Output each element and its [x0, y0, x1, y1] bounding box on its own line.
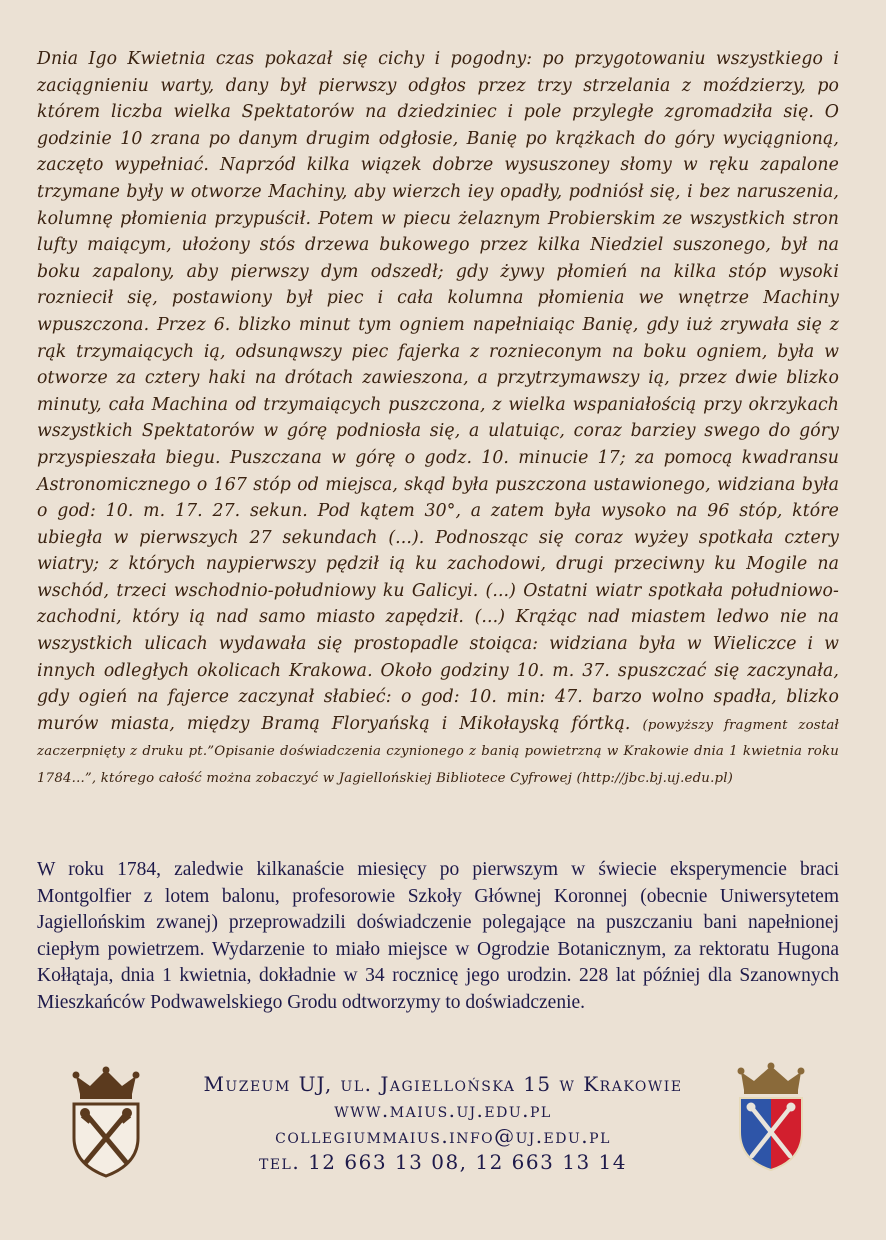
museum-contact-block: [160, 1071, 726, 1175]
quote-source-note: (powyższy fragment został zaczerpnięty z druku pt.”Opisanie doświadczenia czynionego z banią powietrzną w Krakowie dnia 1 kwietnia roku 1784...”, którego całość można zobaczyć w Jagiellońskiej Bibliotece Cyfrowej (http://jbc.bj.uj.edu.pl): [37, 717, 840, 787]
colored-crest-icon: [734, 1060, 808, 1172]
museum-phone: tel. 12 663 13 08, 12 663 13 14: [259, 1150, 627, 1174]
quote-text: Dnia Igo Kwietnia czas pokazał się cichy i pogodny: po przygotowaniu wszystkiego i zaciągnieniu warty, dany był pierwszy odgłos przez trzy strzelania z moździerzy, po którem liczba wielka Spektatorów na dziedziniec i pole przyległe zgromadziła się. O godzinie 10 zrana po danym drugim odgłosie, Banię po krążkach do góry wyciągnioną, zaczęto wypełniać. Naprzód kilka wiązek dobrze wysuszoney słomy w ręku zapalone trzymane były w otworze Machiny, aby wierzch iey opadły, podniósł się, i bez naruszenia, kolumnę płomienia przypuścił. Potem w piecu żelaznym Probierskim ze wszystkich stron lufty maiącym, ułożony stós drzewa bukowego przez kilka Niedziel suszonego, był na boku zapalony, aby pierwszy dym odszedł; gdy żywy płomień na kilka stóp wysoki rozniecił się, postawiony był piec i cała kolumna płomienia we wnętrze Machiny wpuszczona. Przez 6. blizko minut tym ogniem napełniaiąc Banię, gdy iuż zrywała się z rąk trzymaiących ią, odsunąwszy piec fajerka z roznieconym na boku ogniem, była w otworze za cztery haki na drótach zawieszona, a przytrzymawszy ią, przez dwie blizko minuty, cała Machina od trzymaiących puszczona, z wielka wspaniałością przy okrzykach wszystkich Spektatorów w górę podniosła się, a ulatuiąc, coraz barziey swego do góry przyspieszała biegu. Puszczana w górę o godz. 10. minucie 17; za pomocą kwadransu Astronomicznego o 167 stóp od miejsca, skąd była puszczona ustawionego, widziana była o god: 10. m. 17. 27. sekun. Pod kątem 30°, a zatem była wysoko na 96 stóp, które ubiegła w pierwszych 27 sekundach (...). Podnosząc się coraz wyżey spotkała cztery wiatry; z których naypierwszy pędził ią ku zachodowi, drugi przeciwny ku Mogile na wschód, trzeci wschodnio-południowy ku Galicyi. (...) Ostatni wiatr spotkała południowo-zachodni, który ią nad samo miasto zapędził. (...) Krążąc nad miastem ledwo nie na wszystkich ulicach wydawała się prostopadle stoiąca: widziana była w Wieliczce i w innych odległych okolicach Krakowa. Około godziny 10. m. 37. spuszczać się zaczynała, gdy ogień na fajerce zaczynał słabieć: o god: 10. min: 47. barzo wolno spadła, blizko murów miasta, między Bramą Floryańską i Mikołayską fórtką.: [37, 49, 839, 734]
museum-address: Muzeum UJ, ul. Jagiellońska 15 w Krakowie: [203, 1072, 683, 1096]
university-crest-icon: [66, 1066, 146, 1178]
intro-paragraph: W roku 1784, zaledwie kilkanaście miesięcy po pierwszym w świecie eksperymencie braci Montgolfier z lotem balonu, profesorowie Szkoły Głównej Koronnej (obecnie Uniwersytetem Jagiellońskim zwanej) przeprowadzili doświadczenie polegające na puszczaniu bani napełnionej ciepłym powietrzem. Wydarzenie to miało miejsce w Ogrodzie Botanicznym, za rektoratu Hugona Kołłątaja, dnia 1 kwietnia, dokładnie w 34 rocznicę jego urodzin. 228 lat później dla Szanownych Mieszkańców Podwawelskiego Grodu odtworzymy to doświadczenie.: [37, 859, 839, 1013]
historical-quote: [37, 46, 839, 791]
museum-email-link[interactable]: collegiummaius.info@uj.edu.pl: [275, 1124, 611, 1148]
museum-website-link[interactable]: www.maius.uj.edu.pl: [334, 1098, 552, 1122]
